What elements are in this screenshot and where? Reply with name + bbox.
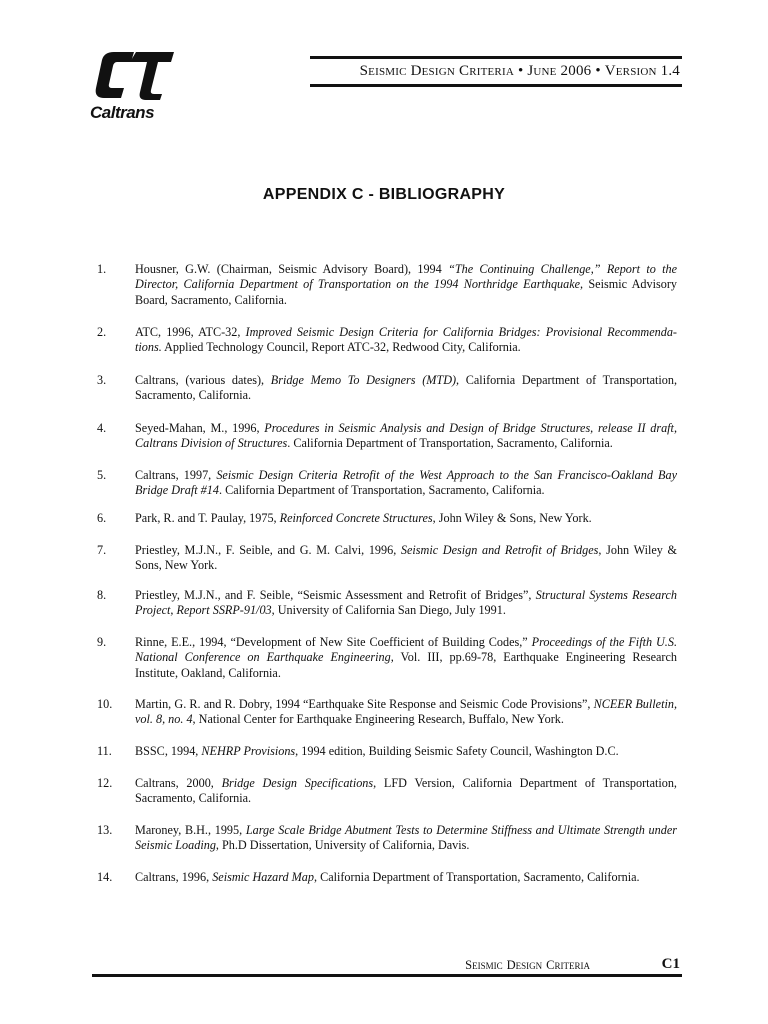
header-version-number: 1.4 (660, 63, 680, 79)
reference-number: 8. (97, 588, 107, 602)
reference-detail: Priestley, M.J.N., F. Seible, and G. M. Calvi, 1996, (135, 543, 401, 557)
reference-text (135, 325, 677, 356)
reference-text (135, 588, 677, 619)
header-bullet: • (595, 63, 601, 79)
header-design: Design (410, 63, 456, 79)
reference-title: “The Continuing Challenge,” Report to the Director, California Department of Transportation on the 1994 Northridge Earthquake, (135, 262, 678, 292)
reference-detail: . California Department of Transportation, Sacramento, California. (287, 436, 613, 451)
reference-number: 10. (97, 697, 113, 711)
reference-detail: . California Department of Transportation, Sacramento, California. (218, 483, 545, 498)
footer-seismic: Seismic (465, 958, 503, 972)
reference-detail: , John Wiley & Sons, New York. (432, 511, 592, 525)
footer-design: Design (506, 958, 543, 972)
reference-title: Large Scale Bridge Abutment Tests to Determine Stiffness and Ultimate Strength under Seismic Loading (135, 823, 677, 853)
reference-title: NEHRP Provisions (201, 744, 296, 758)
reference-detail: Caltrans, 1997, (135, 468, 217, 482)
reference-detail: BSSC, 1994, (135, 744, 202, 758)
caltrans-logo (88, 44, 178, 124)
reference-number: 12. (97, 776, 113, 790)
reference-number: 2. (97, 325, 107, 339)
logo-t-shape (130, 52, 174, 100)
header-june: June (527, 63, 557, 79)
reference-detail: Vol. III, pp.69-78, Earthquake Engineering Research Institute, Oakland, California. (135, 650, 677, 680)
reference-detail: Rinne, E.E., 1994, “Development of New Site Coefficient of Building Codes,” (135, 635, 532, 649)
reference-detail: , 1994 edition, Building Seismic Safety Council, Washington D.C. (295, 744, 619, 758)
reference-detail: Caltrans, 1996, (135, 870, 213, 884)
reference-number: 4. (97, 421, 107, 435)
reference-title: Bridge Memo To Designers (MTD), (270, 373, 460, 387)
page-title: APPENDIX C - BIBLIOGRAPHY (262, 186, 506, 203)
header-rule-top (310, 56, 682, 59)
reference-text (135, 262, 677, 308)
running-header (310, 63, 680, 80)
header-version-word: Version (604, 63, 657, 79)
reference-title: Reinforced Concrete Structures (279, 511, 433, 525)
reference-text (135, 744, 677, 759)
reference-text (135, 511, 677, 526)
reference-text (135, 373, 677, 404)
reference-detail: Applied Technology Council, Report ATC-32, Redwood City, California. (161, 340, 521, 355)
reference-text (135, 421, 677, 452)
footer-criteria: Criteria (546, 958, 590, 972)
reference-number: 9. (97, 635, 107, 649)
reference-text (135, 468, 677, 499)
reference-detail: , John Wiley & Sons, New York. (135, 543, 677, 573)
reference-text (135, 870, 677, 885)
footer-rule (92, 974, 682, 977)
reference-detail: Priestley, M.J.N., and F. Seible, “Seismic Assessment and Retrofit of Bridges”, (135, 588, 536, 602)
reference-detail: , LFD Version, California Department of Transportation, Sacramento, California. (135, 776, 677, 806)
reference-number: 14. (97, 870, 113, 884)
reference-detail: California Department of Transportation, Sacramento, California. (135, 373, 678, 403)
reference-detail: Housner, G.W. (Chairman, Seismic Advisory Board), 1994 (135, 262, 449, 276)
reference-detail: Maroney, B.H., 1995, (135, 823, 246, 837)
reference-title: Procedures in Seismic Analysis and Design of Bridge Structures, release II draft, Caltrans Division of Structures (135, 421, 677, 451)
reference-detail: Caltrans, 2000, (135, 776, 222, 790)
reference-number: 7. (97, 543, 107, 557)
reference-text (135, 697, 677, 728)
logo-c-shape (96, 52, 134, 98)
reference-number: 3. (97, 373, 107, 387)
reference-text (135, 543, 677, 574)
page-number: C1 (661, 956, 680, 972)
reference-detail: ATC, 1996, ATC-32, (135, 325, 246, 339)
reference-text (135, 823, 677, 854)
reference-number: 5. (97, 468, 107, 482)
reference-detail: Martin, G. R. and R. Dobry, 1994 “Earthquake Site Response and Seismic Code Provisions”, (135, 697, 594, 711)
reference-title: Seismic Design and Retrofit of Bridges (400, 543, 599, 557)
reference-text (135, 635, 677, 681)
reference-title: Structural Systems Research Project, Report SSRP-91/03 (135, 588, 677, 618)
reference-detail: , University of California San Diego, July 1991. (271, 603, 506, 618)
header-criteria: Criteria (458, 63, 514, 79)
reference-number: 6. (97, 511, 107, 525)
reference-detail: Caltrans, (various dates), (135, 373, 271, 387)
header-year: 2006 (560, 63, 592, 79)
reference-number: 13. (97, 823, 113, 837)
reference-title: NCEER Bulletin, vol. 8, no. 4 (135, 697, 677, 727)
reference-number: 11. (97, 744, 112, 758)
reference-detail: Seismic Advisory Board, Sacramento, California. (135, 277, 677, 307)
reference-number: 1. (97, 262, 107, 276)
reference-detail: , California Department of Transportation, Sacramento, California. (313, 870, 640, 884)
reference-detail: Park, R. and T. Paulay, 1975, (135, 511, 280, 525)
reference-title: Seismic Design Criteria Retrofit of the West Approach to the San Francisco-Oakland Bay Bridge Draft #14 (135, 468, 677, 498)
header-bullet: • (517, 63, 524, 79)
running-footer (440, 958, 590, 973)
reference-text (135, 776, 677, 807)
reference-detail: , Ph.D Dissertation, University of California, Davis. (215, 838, 470, 853)
logo-wordmark: Caltrans (90, 103, 155, 122)
header-seismic: Seismic (359, 63, 407, 79)
reference-detail: Seyed-Mahan, M., 1996, (135, 421, 265, 435)
reference-detail: , National Center for Earthquake Engineering Research, Buffalo, New York. (192, 712, 564, 727)
reference-title: Bridge Design Specifications (221, 776, 374, 790)
reference-title: Proceedings of the Fifth U.S. National Conference on Earthquake Engineering, (135, 635, 677, 665)
reference-title: Seismic Hazard Map (212, 870, 314, 884)
reference-title: Improved Seismic Design Criteria for California Bridges: Provisional Recommenda-tions. (135, 325, 677, 355)
header-rule-bottom (310, 84, 682, 87)
